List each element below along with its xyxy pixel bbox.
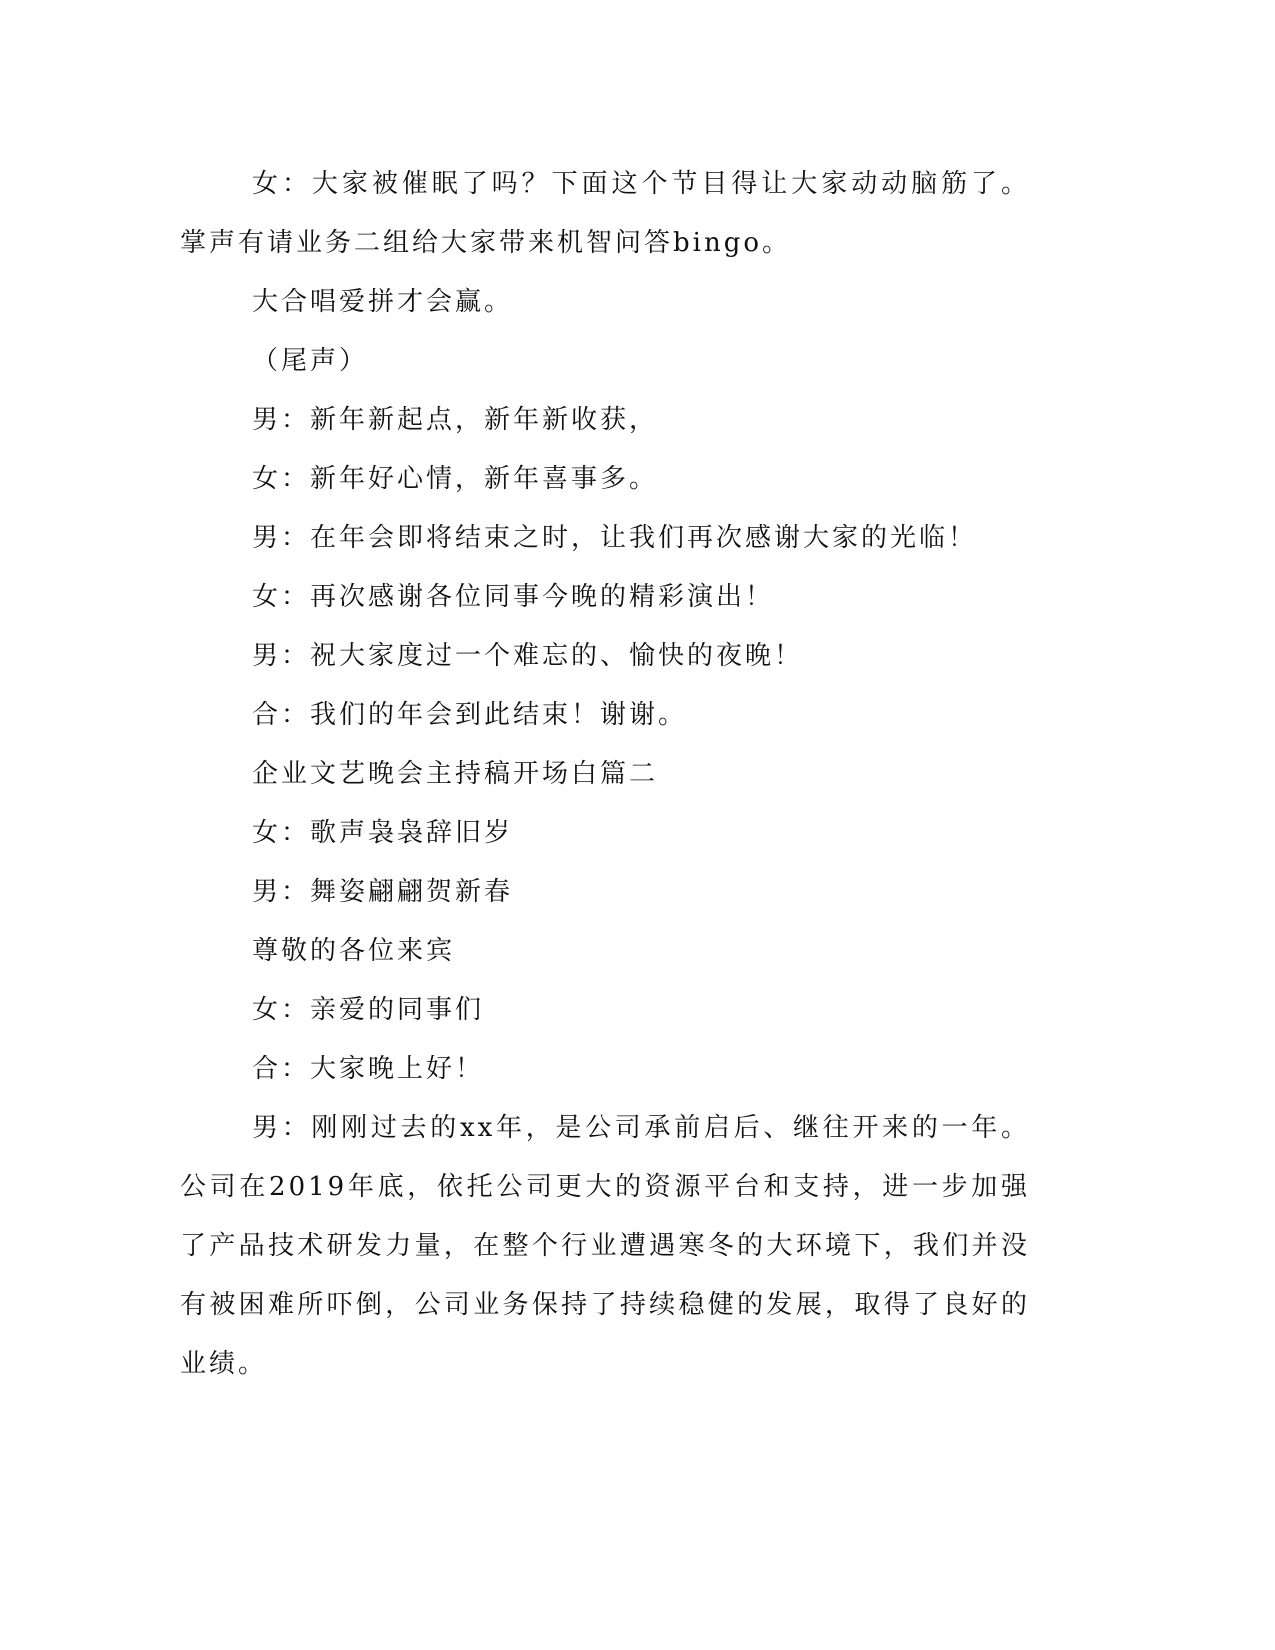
paragraph: 女：大家被催眠了吗？下面这个节目得让大家动动脑筋了。掌声有请业务二组给大家带来机智问答bingo。 bbox=[180, 169, 1030, 258]
paragraph: 男：新年新起点，新年新收获， bbox=[252, 405, 659, 435]
paragraph: 男：祝大家度过一个难忘的、愉快的夜晚！ bbox=[252, 641, 804, 671]
paragraph: 合：大家晚上好！ bbox=[252, 1054, 485, 1084]
paragraph: 合：我们的年会到此结束！谢谢。 bbox=[252, 700, 688, 730]
paragraph: 尊敬的各位来宾 bbox=[252, 936, 456, 966]
paragraph: 女：歌声袅袅辞旧岁 bbox=[252, 818, 514, 848]
paragraph: 男：在年会即将结束之时，让我们再次感谢大家的光临！ bbox=[252, 523, 978, 553]
paragraph: 女：再次感谢各位同事今晚的精彩演出！ bbox=[252, 582, 775, 612]
section-heading: 企业文艺晚会主持稿开场白篇二 bbox=[252, 759, 659, 789]
paragraph: 男：刚刚过去的xx年，是公司承前启后、继往开来的一年。公司在2019年底，依托公司更大的资源平台和支持，进一步加强了产品技术研发力量，在整个行业遭遇寒冬的大环境下，我们并没有被困难所吓倒，公司业务保持了持续稳健的发展，取得了良好的业绩。 bbox=[180, 1113, 1030, 1379]
paragraph: 女：亲爱的同事们 bbox=[252, 995, 485, 1025]
paragraph: 男：舞姿翩翩贺新春 bbox=[252, 877, 514, 907]
paragraph: 大合唱爱拼才会赢。 bbox=[252, 287, 514, 317]
paragraph: 女：新年好心情，新年喜事多。 bbox=[252, 464, 659, 494]
document-body bbox=[180, 155, 1030, 1394]
paragraph: （尾声） bbox=[252, 346, 369, 376]
